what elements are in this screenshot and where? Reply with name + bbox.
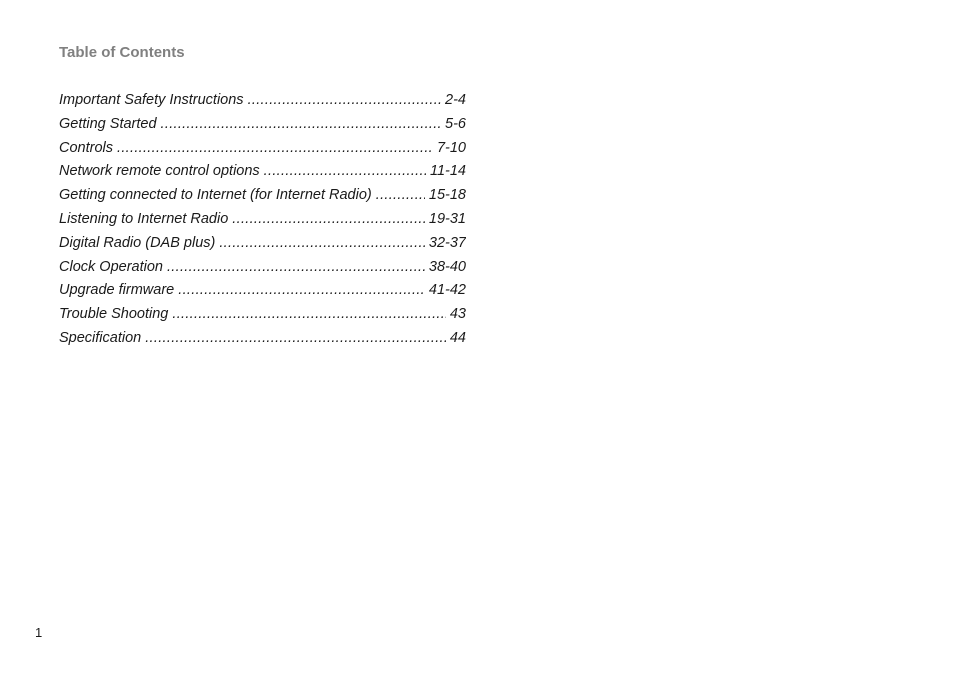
toc-entry-label: Controls bbox=[59, 139, 113, 156]
toc-entry-specification[interactable] bbox=[59, 327, 466, 351]
toc-entry-page: 15-18 bbox=[428, 187, 466, 204]
dot-leader bbox=[264, 160, 426, 184]
toc-entry-label: Network remote control options bbox=[59, 163, 260, 180]
toc-entry-label: Getting Started bbox=[59, 115, 157, 132]
toc-entry-clock-operation[interactable] bbox=[59, 256, 466, 280]
dot-leader bbox=[232, 208, 425, 232]
toc-entry-label: Clock Operation bbox=[59, 258, 163, 275]
toc-entry-page: 19-31 bbox=[428, 210, 466, 227]
toc-entry-page: 38-40 bbox=[428, 258, 466, 275]
toc-entry-digital-radio[interactable] bbox=[59, 232, 466, 256]
toc-entry-label: Specification bbox=[59, 329, 142, 346]
toc-entry-listening-internet-radio[interactable] bbox=[59, 208, 466, 232]
dot-leader bbox=[376, 184, 425, 208]
toc-entry-controls[interactable] bbox=[59, 137, 466, 161]
dot-leader bbox=[178, 279, 425, 303]
toc-entry-upgrade-firmware[interactable] bbox=[59, 279, 466, 303]
toc-entry-trouble-shooting[interactable] bbox=[59, 303, 466, 327]
toc-entry-label: Trouble Shooting bbox=[59, 306, 169, 323]
toc-entry-label: Listening to Internet Radio bbox=[59, 210, 229, 227]
dot-leader bbox=[167, 256, 425, 280]
toc-entry-page: 2-4 bbox=[445, 92, 466, 108]
toc-entry-page: 32-37 bbox=[428, 234, 466, 251]
dot-leader bbox=[145, 327, 446, 351]
toc-entry-page: 43 bbox=[449, 306, 466, 323]
toc-entry-label: Important Safety Instructions bbox=[59, 92, 244, 108]
dot-leader bbox=[248, 89, 441, 113]
toc-title: Table of Contents bbox=[59, 44, 185, 61]
dot-leader bbox=[172, 303, 446, 327]
toc-list bbox=[59, 89, 466, 351]
toc-entry-label: Upgrade firmware bbox=[59, 282, 175, 299]
toc-entry-network-remote[interactable] bbox=[59, 160, 466, 184]
page-number: 1 bbox=[35, 625, 43, 640]
toc-entry-safety[interactable] bbox=[59, 89, 466, 113]
dot-leader bbox=[117, 137, 433, 161]
toc-entry-page: 44 bbox=[449, 329, 466, 346]
dot-leader bbox=[161, 113, 442, 137]
toc-entry-label: Getting connected to Internet (for Internet Radio) bbox=[59, 187, 372, 204]
toc-entry-page: 11-14 bbox=[429, 163, 466, 180]
toc-entry-page: 5-6 bbox=[445, 115, 466, 132]
toc-entry-getting-connected[interactable] bbox=[59, 184, 466, 208]
toc-entry-getting-started[interactable] bbox=[59, 113, 466, 137]
toc-entry-label: Digital Radio (DAB plus) bbox=[59, 234, 216, 251]
toc-entry-page: 7-10 bbox=[436, 139, 466, 156]
dot-leader bbox=[219, 232, 425, 256]
toc-entry-page: 41-42 bbox=[428, 282, 466, 299]
